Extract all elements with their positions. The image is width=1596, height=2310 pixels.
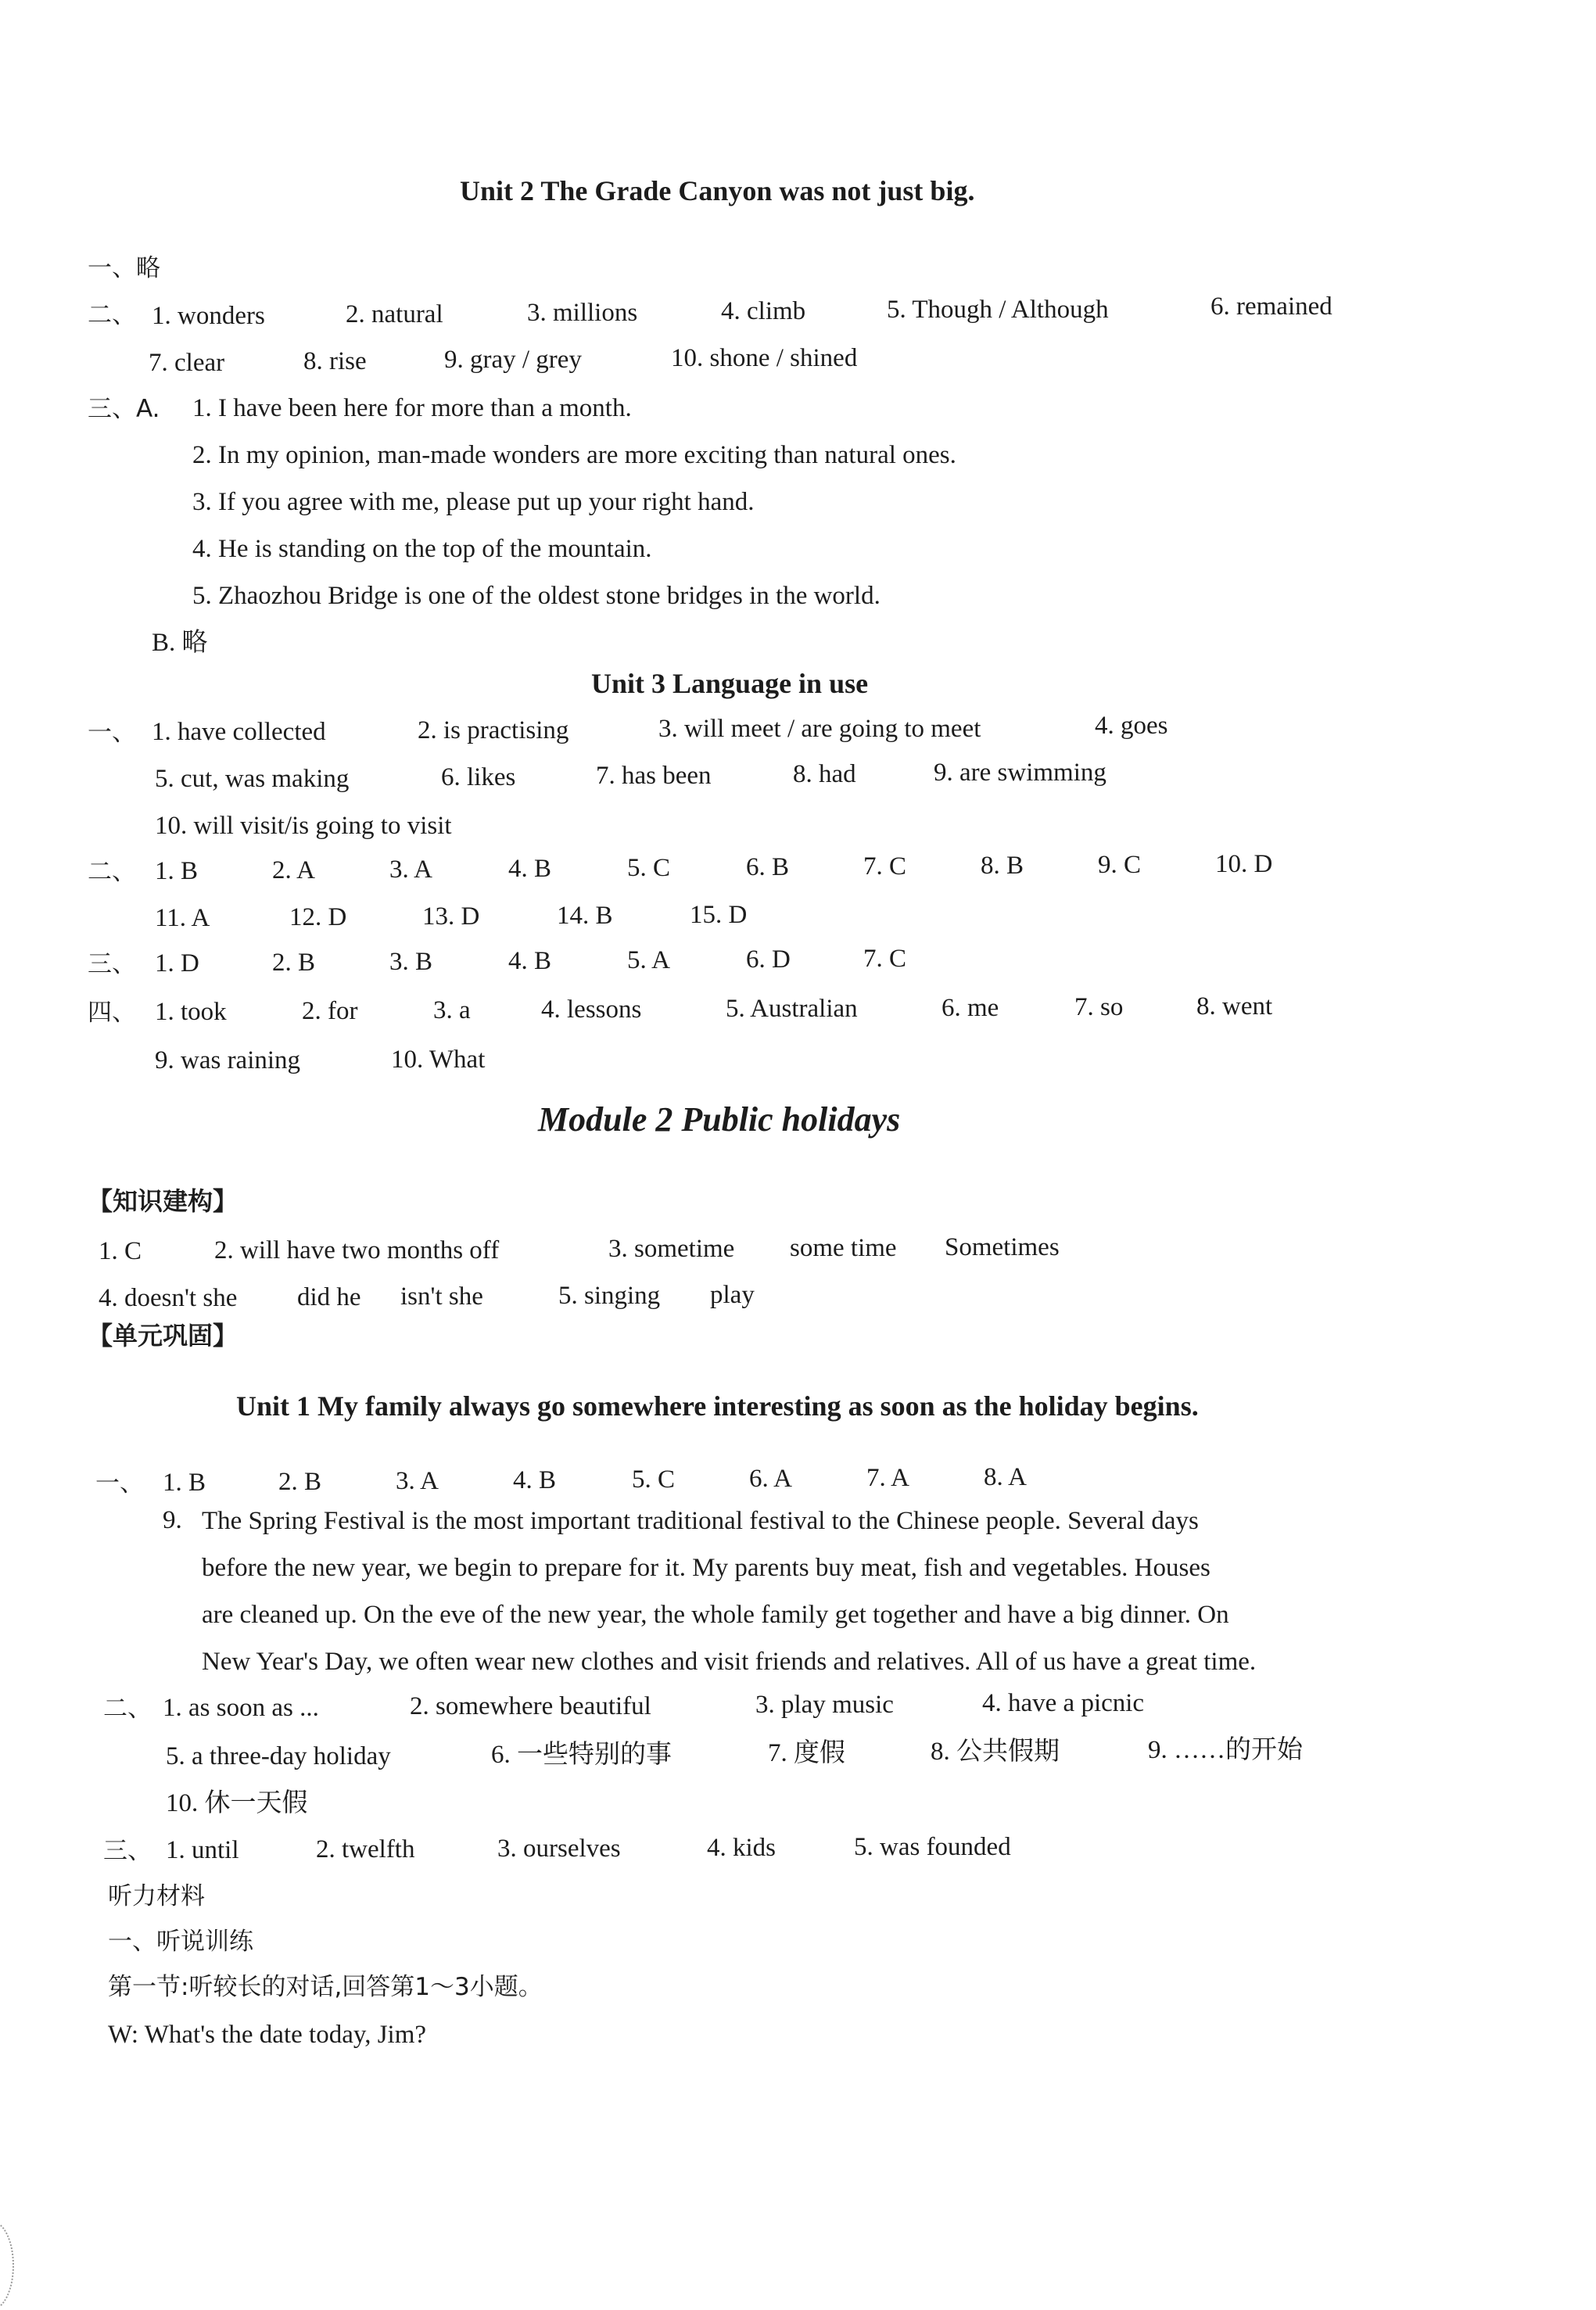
- unit3-answer: 5. Australian: [726, 995, 858, 1023]
- unit3-choice: 4. B: [508, 855, 552, 883]
- m2u1-choice: 6. A: [749, 1465, 793, 1493]
- knowledge-answer: 2. will have two months off: [214, 1236, 500, 1264]
- m2u1-answer: 10. 休一天假: [166, 1789, 308, 1817]
- listening-dialogue: W: What's the date today, Jim?: [108, 2021, 427, 2049]
- knowledge-answer: 5. singing: [558, 1282, 661, 1310]
- unit2-answer: 9. gray / grey: [444, 346, 582, 374]
- knowledge-answer: did he: [297, 1283, 361, 1311]
- unit3-choice: 7. C: [863, 852, 907, 881]
- unit3-answer: 2. is practising: [418, 716, 569, 744]
- unit2-answer: 2. natural: [346, 300, 443, 328]
- unit2-answer: 5. Though / Although: [887, 296, 1109, 324]
- knowledge-answer: 4. doesn't she: [99, 1284, 238, 1312]
- unit3-choice: 13. D: [422, 902, 480, 931]
- unit3-answer: 1. have collected: [152, 718, 326, 746]
- m2u1-answer: 7. 度假: [768, 1739, 845, 1767]
- unit3-answer: 10. What: [391, 1046, 486, 1074]
- knowledge-answer: some time: [790, 1234, 897, 1262]
- unit3-answer: 3. will meet / are going to meet: [658, 715, 981, 743]
- knowledge-answer: isn't she: [400, 1282, 483, 1311]
- unit3-title: Unit 3 Language in use: [591, 668, 869, 699]
- unit3-choice: 9. C: [1098, 851, 1142, 879]
- m2u1-answer: 6. 一些特别的事: [491, 1741, 672, 1769]
- module2-unit1-title: Unit 1 My family always go somewhere interesting as soon as the holiday begins.: [236, 1390, 1199, 1422]
- unit3-section1-label: 一、: [88, 719, 136, 747]
- unit3-choice: 8. B: [981, 852, 1024, 880]
- unit3-answer: 8. went: [1196, 992, 1273, 1020]
- knowledge-answer: play: [710, 1281, 755, 1309]
- essay-line: before the new year, we begin to prepare for it. My parents buy meat, fish and vegetables. Houses: [202, 1554, 1210, 1582]
- unit3-choice: 15. D: [690, 901, 748, 929]
- unit3-answer: 4. goes: [1095, 712, 1168, 740]
- page-corner-mark: [0, 2221, 14, 2310]
- unit2-title: Unit 2 The Grade Canyon was not just big.: [460, 175, 975, 206]
- m2u1-answer: 4. have a picnic: [982, 1689, 1145, 1717]
- unit3-answer: 7. so: [1074, 993, 1124, 1021]
- m2u1-choice: 1. B: [163, 1469, 206, 1497]
- unit2-sentence: 2. In my opinion, man-made wonders are more exciting than natural ones.: [192, 441, 956, 469]
- essay-number: 9.: [163, 1506, 182, 1534]
- unit3-answer: 6. me: [941, 994, 999, 1022]
- unit3-answer: 1. took: [155, 998, 227, 1026]
- unit3-answer: 9. are swimming: [934, 759, 1106, 787]
- unit2-answer: 7. clear: [149, 349, 225, 377]
- unit3-answer: 2. for: [302, 997, 358, 1025]
- essay-line: New Year's Day, we often wear new clothes and visit friends and relatives. All of us have a great time.: [202, 1648, 1257, 1676]
- unit3-choice: 5. A: [627, 946, 671, 974]
- listening-section: 第一节:听较长的对话,回答第1～3小题。: [108, 1973, 543, 2001]
- m2u1-choice: 7. A: [866, 1464, 910, 1492]
- unit3-choice: 6. D: [746, 945, 791, 974]
- m2u1-answer: 2. twelfth: [316, 1835, 415, 1863]
- unit3-choice: 2. A: [272, 856, 316, 884]
- knowledge-heading: 【知识建构】: [88, 1186, 239, 1216]
- unit3-choice: 14. B: [557, 902, 613, 930]
- unit3-choice: 12. D: [289, 903, 347, 931]
- m2u1-section3-label: 三、: [103, 1837, 152, 1865]
- unit3-section2-label: 二、: [88, 858, 136, 886]
- module2-title: Module 2 Public holidays: [538, 1100, 901, 1139]
- essay-line: The Spring Festival is the most important traditional festival to the Chinese people. Several days: [202, 1507, 1199, 1535]
- listening-subheading: 一、听说训练: [108, 1928, 253, 1956]
- unit2-answer: 10. shone / shined: [671, 344, 858, 372]
- m2u1-answer: 2. somewhere beautiful: [410, 1692, 651, 1720]
- unit2-sentence: 1. I have been here for more than a month.: [192, 394, 632, 422]
- consolidate-heading: 【单元巩固】: [88, 1321, 239, 1350]
- unit2-answer: 6. remained: [1210, 292, 1332, 321]
- unit3-answer: 9. was raining: [155, 1046, 301, 1074]
- unit3-choice: 1. D: [155, 949, 199, 977]
- unit3-choice: 2. B: [272, 949, 316, 977]
- unit3-choice: 7. C: [863, 945, 907, 973]
- essay-line: are cleaned up. On the eve of the new year, the whole family get together and have a big dinner. On: [202, 1601, 1229, 1629]
- unit2-answer: 4. climb: [721, 297, 806, 325]
- m2u1-answer: 4. kids: [707, 1834, 776, 1862]
- m2u1-answer: 5. a three-day holiday: [166, 1742, 391, 1770]
- unit3-section4-label: 四、: [88, 999, 136, 1027]
- m2u1-choice: 3. A: [396, 1467, 439, 1495]
- m2u1-answer: 1. until: [166, 1836, 239, 1864]
- m2u1-section1-label: 一、: [95, 1469, 144, 1498]
- unit2-section3-b: B. 略: [152, 629, 208, 657]
- unit2-section3-label: 三、A.: [88, 395, 160, 423]
- unit2-sentence: 3. If you agree with me, please put up your right hand.: [192, 488, 755, 516]
- m2u1-choice: 5. C: [632, 1465, 676, 1494]
- unit3-answer: 7. has been: [596, 762, 712, 790]
- unit3-answer: 6. likes: [441, 763, 516, 791]
- m2u1-answer: 1. as soon as ...: [163, 1694, 319, 1722]
- m2u1-answer: 8. 公共假期: [931, 1738, 1060, 1766]
- knowledge-answer: 3. sometime: [608, 1235, 735, 1263]
- unit3-answer: 3. a: [433, 996, 471, 1024]
- essay-answer: [202, 1498, 1410, 1685]
- unit3-answer: 4. lessons: [541, 995, 642, 1024]
- m2u1-answer: 3. play music: [755, 1691, 894, 1719]
- m2u1-section2-label: 二、: [103, 1695, 152, 1723]
- listening-heading: 听力材料: [108, 1882, 205, 1910]
- m2u1-choice: 8. A: [984, 1463, 1028, 1491]
- unit2-answer: 1. wonders: [152, 302, 265, 330]
- unit3-choice: 1. B: [155, 857, 199, 885]
- unit3-answer: 5. cut, was making: [155, 765, 350, 793]
- knowledge-answer: 1. C: [99, 1237, 142, 1265]
- unit3-section3-label: 三、: [88, 950, 136, 978]
- unit3-choice: 4. B: [508, 947, 552, 975]
- m2u1-answer: 3. ourselves: [497, 1835, 621, 1863]
- unit2-section1: 一、略: [88, 254, 160, 282]
- unit3-choice: 6. B: [746, 853, 790, 881]
- unit3-choice: 3. B: [389, 948, 433, 976]
- unit2-sentence: 5. Zhaozhou Bridge is one of the oldest stone bridges in the world.: [192, 582, 880, 610]
- knowledge-answer: Sometimes: [945, 1233, 1060, 1261]
- unit2-sentence: 4. He is standing on the top of the mountain.: [192, 535, 652, 563]
- unit3-choice: 3. A: [389, 855, 433, 884]
- unit3-choice: 10. D: [1215, 850, 1273, 878]
- unit2-answer: 3. millions: [527, 299, 638, 327]
- m2u1-choice: 4. B: [513, 1466, 557, 1494]
- m2u1-choice: 2. B: [278, 1468, 322, 1496]
- unit2-answer: 8. rise: [303, 347, 367, 375]
- m2u1-answer: 9. ……的开始: [1148, 1736, 1303, 1764]
- unit3-choice: 11. A: [155, 904, 210, 932]
- m2u1-answer: 5. was founded: [854, 1833, 1011, 1861]
- unit3-choice: 5. C: [627, 854, 671, 882]
- unit3-answer: 8. had: [793, 760, 856, 788]
- unit2-section2-label: 二、: [88, 301, 136, 329]
- unit3-answer: 10. will visit/is going to visit: [155, 812, 452, 840]
